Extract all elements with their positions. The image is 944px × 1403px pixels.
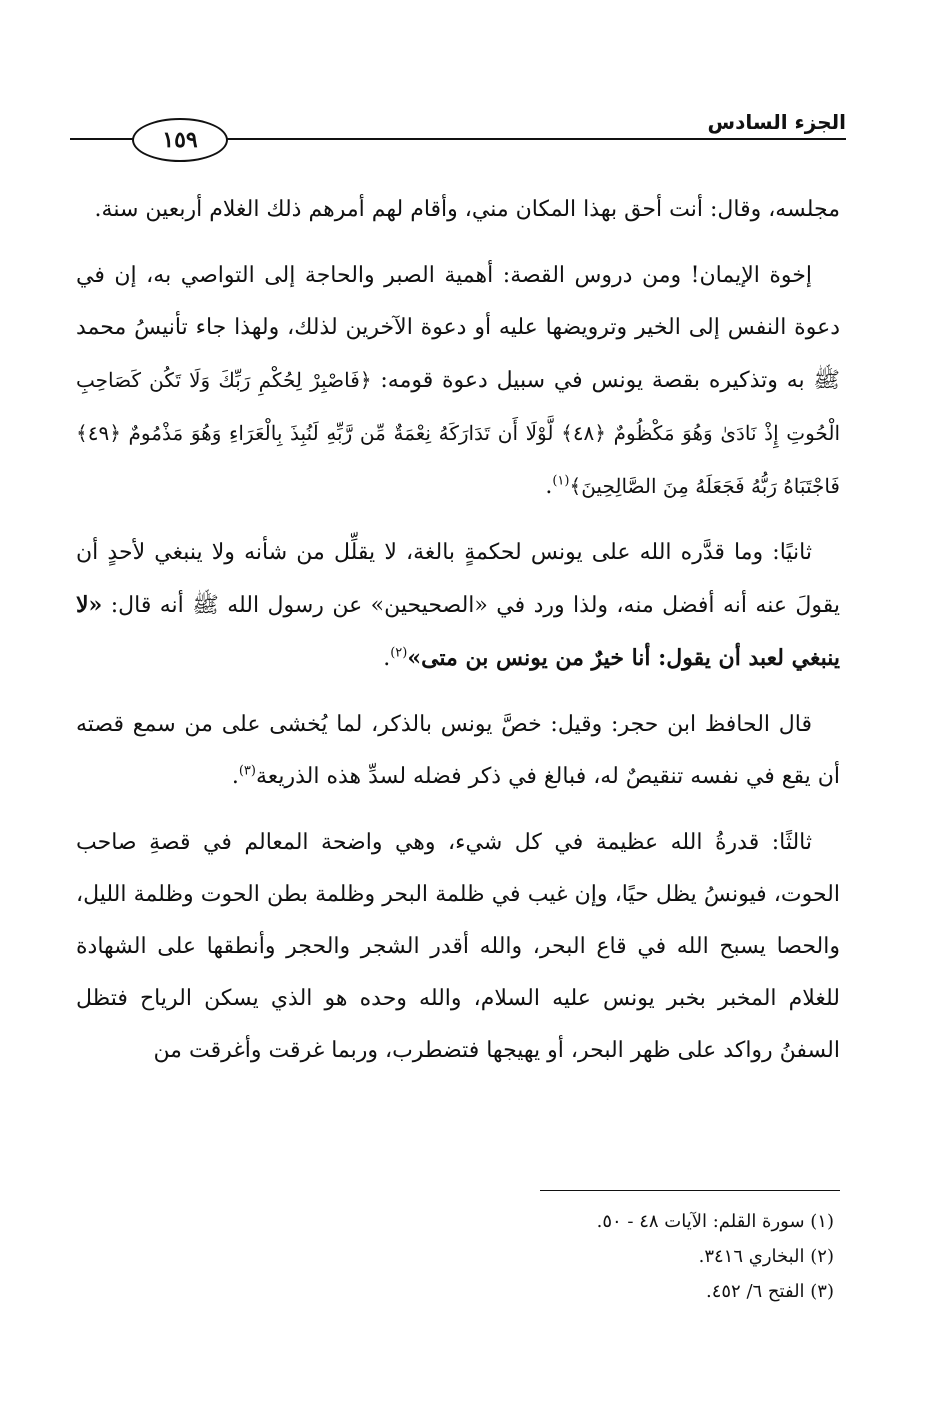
paragraph-4 <box>76 699 840 803</box>
footnote-1: (١) سورة القلم: الآيات ٤٨ - ٥٠. <box>596 1211 834 1232</box>
footnote-ref-3[interactable]: (٣) <box>238 763 256 779</box>
main-text <box>76 184 840 1091</box>
paragraph-4-end: . <box>231 764 239 789</box>
page-header <box>70 104 846 152</box>
hadith-quote: «لا ينبغي لعبد أن يقول: أنا خيرٌ من يونس بن متى» <box>76 592 840 671</box>
footnotes <box>414 1204 834 1309</box>
footnote-ref-1[interactable]: (١) <box>552 473 570 489</box>
paragraph-2-text: إخوة الإيمان! ومن دروس القصة: أهمية الصبر والحاجة إلى التواصي به، إن في دعوة النفس إلى الخير وترويضها عليه أو دعوة الآخرين لذلك، ولهذا جاء تأنيسُ محمد ﷺ به وتذكيره بقصة يونس في سبيل دعوة قومه: <box>76 263 841 393</box>
paragraph-3 <box>76 527 840 685</box>
footnote-ref-2[interactable]: (٢) <box>390 645 408 661</box>
paragraph-3-end: . <box>383 646 391 671</box>
paragraph-2 <box>76 250 840 513</box>
paragraph-5: ثالثًا: قدرةُ الله عظيمة في كل شيء، وهي واضحة المعالم في قصةِ صاحب الحوت، فيونسُ يظل حيًا، وإن غيب في ظلمة البحر وظلمة بطن الحوت وظلمة الليل، والحصا يسبح الله في قاع البحر، والله أقدر الشجر والحجر وأنطقها على الشهادة للغلام المخبر بخبر يونس عليه السلام، والله وحده هو الذي يسكن الرياح فتظل السفنُ رواكد على ظهر البحر، أو يهيجها فتضطرب، وربما غرقت وأغرقت من <box>76 830 840 1063</box>
page-number: ١٥٩ <box>132 118 228 162</box>
paragraph-3-text: ثانيًا: وما قدَّره الله على يونس لحكمةٍ بالغة، لا يقلِّل من شأنه ولا ينبغي لأحدٍ أن يقولَ عنه أنه أفضل منه، ولذا ورد في «الصحيحين» عن رسول الله ﷺ أنه قال: <box>76 540 840 618</box>
quran-verse: ﴿فَاصْبِرْ لِحُكْمِ رَبِّكَ وَلَا تَكُن كَصَاحِبِ الْحُوتِ إِذْ نَادَىٰ وَهُوَ مَكْظُومٌ ﴿٤٨﴾ لَّوْلَا أَن تَدَارَكَهُ نِعْمَةٌ مِّن رَّبِّهِ لَنُبِذَ بِالْعَرَاءِ وَهُوَ مَذْمُومٌ ﴿٤٩﴾ فَاجْتَبَاهُ رَبُّهُ فَجَعَلَهُ مِنَ الصَّالِحِينَ﴾ <box>76 368 840 498</box>
footnote-2: (٢) البخاري ٣٤١٦. <box>698 1246 834 1267</box>
paragraph-1: مجلسه، وقال: أنت أحق بهذا المكان مني، وأقام لهم أمرهم ذلك الغلام أربعين سنة. <box>94 197 840 222</box>
running-title: الجزء السادس <box>707 110 846 134</box>
paragraph-4-text: قال الحافظ ابن حجر: وقيل: خصَّ يونس بالذكر، لما يُخشى على من سمع قصته أن يقع في نفسه تنقيصٌ له، فبالغ في ذكر فضله لسدِّ هذه الذريعة <box>76 712 840 789</box>
footnote-3: (٣) الفتح ٦/ ٤٥٢. <box>705 1281 834 1302</box>
paragraph-2-end: . <box>545 474 553 499</box>
footnote-separator <box>540 1190 840 1191</box>
